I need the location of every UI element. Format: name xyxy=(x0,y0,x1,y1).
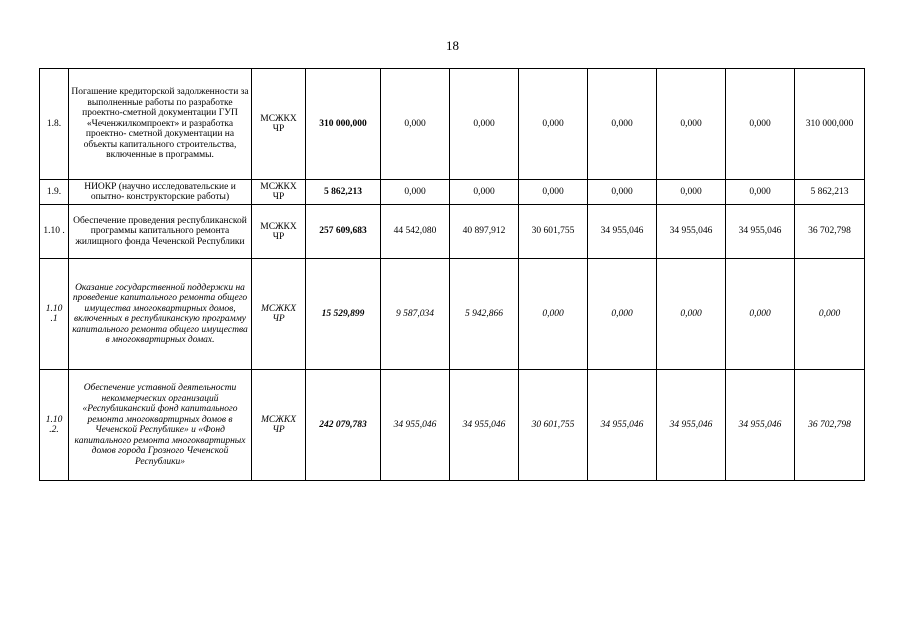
row-year-value: 34 955,046 xyxy=(657,370,726,481)
row-number: 1.10 . xyxy=(40,205,69,259)
row-year-value: 0,000 xyxy=(450,69,519,180)
row-year-value: 0,000 xyxy=(519,259,588,370)
row-year-value: 34 955,046 xyxy=(588,370,657,481)
row-year-value: 30 601,755 xyxy=(519,370,588,481)
row-organization: МСЖКХ ЧР xyxy=(252,69,306,180)
row-number: 1.9. xyxy=(40,180,69,205)
row-year-value: 0,000 xyxy=(726,69,795,180)
row-year-value: 34 955,046 xyxy=(450,370,519,481)
row-year-value: 0,000 xyxy=(381,180,450,205)
row-year-value: 34 955,046 xyxy=(657,205,726,259)
row-number: 1.10 .1 xyxy=(40,259,69,370)
row-year-value: 0,000 xyxy=(795,259,865,370)
row-year-value: 0,000 xyxy=(588,180,657,205)
row-organization: МСЖКХ ЧР xyxy=(252,180,306,205)
row-year-value: 36 702,798 xyxy=(795,205,865,259)
table-row xyxy=(40,259,865,370)
row-year-value: 40 897,912 xyxy=(450,205,519,259)
row-year-value: 0,000 xyxy=(450,180,519,205)
row-year-value: 310 000,000 xyxy=(795,69,865,180)
row-year-value: 30 601,755 xyxy=(519,205,588,259)
row-year-value: 0,000 xyxy=(657,259,726,370)
row-name: НИОКР (научно исследовательские и опытно- конструкторские работы) xyxy=(69,180,252,205)
row-year-value: 0,000 xyxy=(726,259,795,370)
row-year-value: 0,000 xyxy=(726,180,795,205)
row-year-value: 0,000 xyxy=(519,69,588,180)
row-year-value: 0,000 xyxy=(657,69,726,180)
row-year-value: 0,000 xyxy=(588,69,657,180)
row-year-value: 0,000 xyxy=(657,180,726,205)
row-total: 310 000,000 xyxy=(306,69,381,180)
row-year-value: 5 942,866 xyxy=(450,259,519,370)
table-row xyxy=(40,180,865,205)
row-organization: МСЖКХ ЧР xyxy=(252,259,306,370)
row-year-value: 34 955,046 xyxy=(726,370,795,481)
row-name: Обеспечение уставной деятельности некоммерческих организаций «Республиканский фонд капитального ремонта многоквартирных домов в Чеченской Республике» и «Фонд капитального ремонта многоквартирных домов города Грозного Чеченской Республики» xyxy=(69,370,252,481)
row-name: Погашение кредиторской задолженности за выполненные работы по разработке проектно-сметной документации ГУП «Чеченжилкомпроект» и разработка проектно- сметной документации на объекты капитального строительства, включенные в программы. xyxy=(69,69,252,180)
budget-table xyxy=(39,68,865,481)
row-number: 1.8. xyxy=(40,69,69,180)
row-year-value: 36 702,798 xyxy=(795,370,865,481)
row-organization: МСЖКХ ЧР xyxy=(252,370,306,481)
row-year-value: 0,000 xyxy=(519,180,588,205)
row-total: 15 529,899 xyxy=(306,259,381,370)
page-number: 18 xyxy=(446,38,459,53)
row-year-value: 34 955,046 xyxy=(381,370,450,481)
row-year-value: 0,000 xyxy=(588,259,657,370)
row-year-value: 5 862,213 xyxy=(795,180,865,205)
row-year-value: 0,000 xyxy=(381,69,450,180)
row-year-value: 34 955,046 xyxy=(726,205,795,259)
row-year-value: 34 955,046 xyxy=(588,205,657,259)
table-row xyxy=(40,205,865,259)
row-year-value: 9 587,034 xyxy=(381,259,450,370)
row-name: Оказание государственной поддержки на проведение капитального ремонта общего имущества многоквартирных домов, включенных в республиканскую программу капитального ремонта общего имущества в многоквартирных домах. xyxy=(69,259,252,370)
table-row xyxy=(40,69,865,180)
row-number: 1.10 .2. xyxy=(40,370,69,481)
row-total: 242 079,783 xyxy=(306,370,381,481)
row-total: 257 609,683 xyxy=(306,205,381,259)
row-total: 5 862,213 xyxy=(306,180,381,205)
row-name: Обеспечение проведения республиканской программы капитального ремонта жилищного фонда Чеченской Республики xyxy=(69,205,252,259)
row-organization: МСЖКХ ЧР xyxy=(252,205,306,259)
row-year-value: 44 542,080 xyxy=(381,205,450,259)
table-row xyxy=(40,370,865,481)
